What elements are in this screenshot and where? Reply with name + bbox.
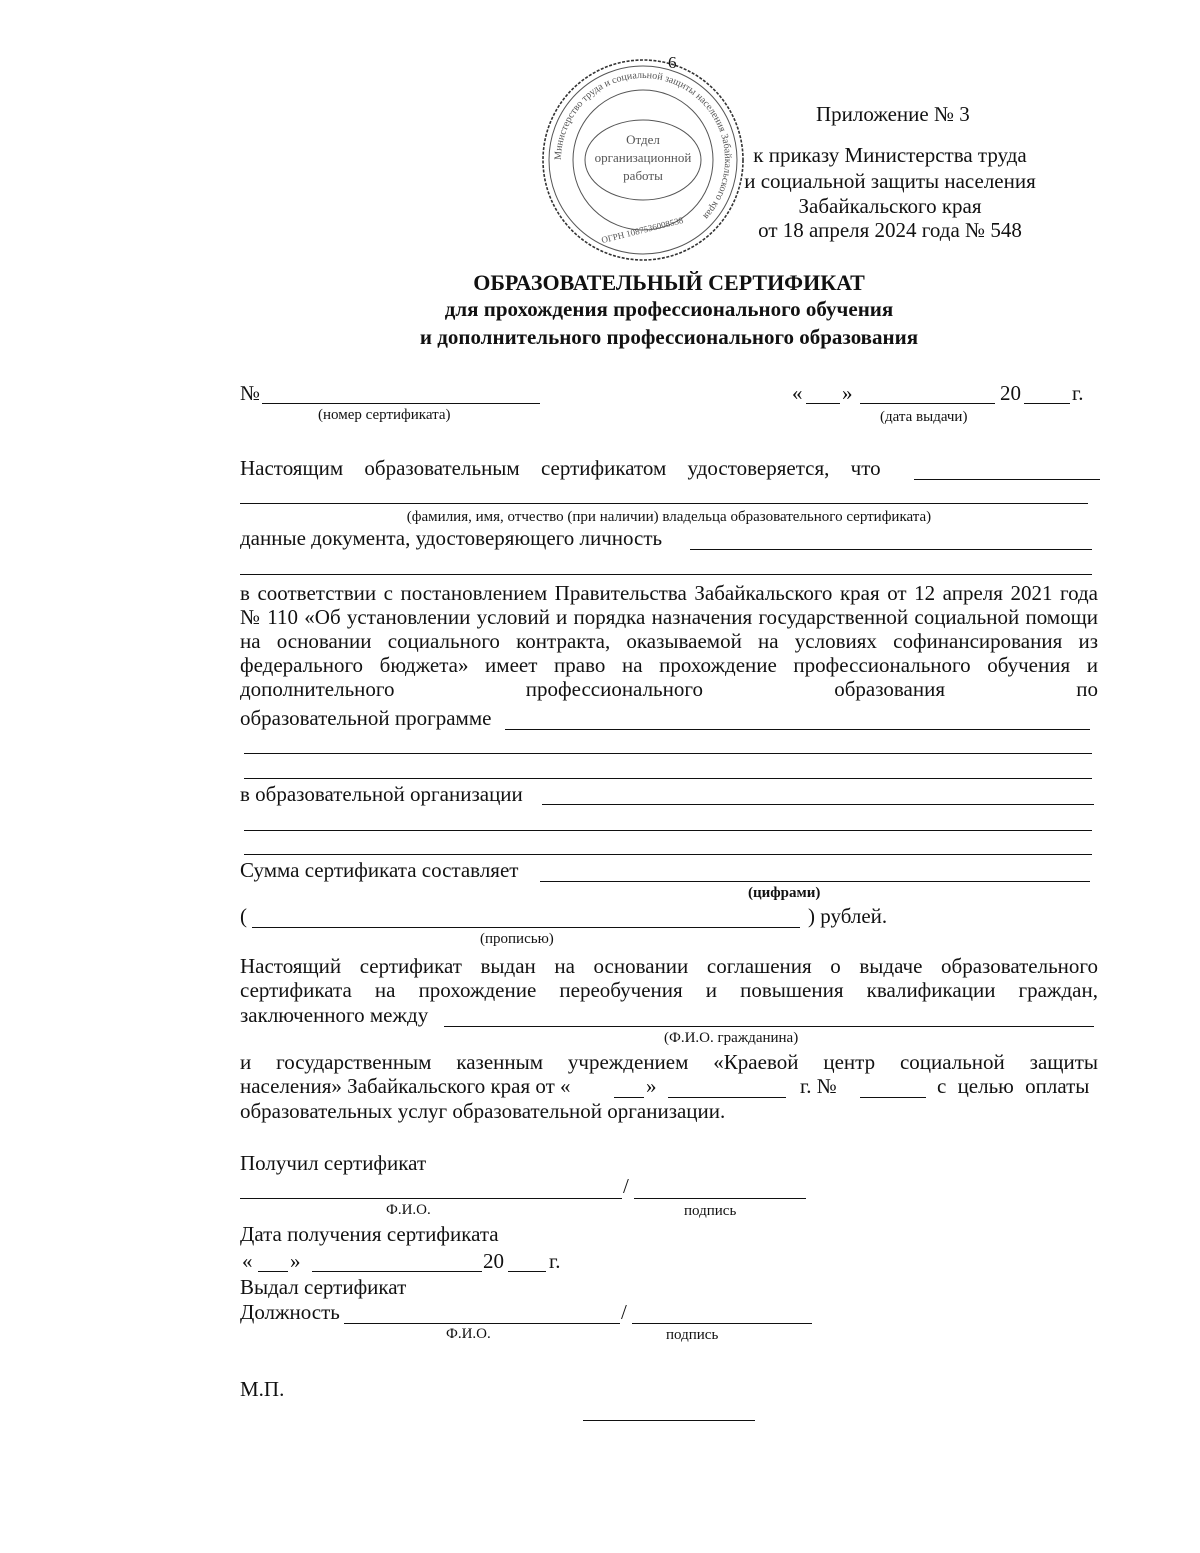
receipt-quote-close: » [290,1249,301,1273]
issue-month-field[interactable] [860,403,995,404]
fio-caption: (фамилия, имя, отчество (при наличии) владельца образовательного сертификата) [406,509,932,525]
appendix-label: Приложение № 3 [816,102,970,126]
receipt-date-label: Дата получения сертификата [240,1222,499,1246]
state-institution-line1: и государственным казенным учреждением «Краевой центр социальной защиты [240,1050,1098,1074]
state-line2-part3: г. № [800,1074,837,1098]
receiver-sign-caption: подпись [684,1203,737,1219]
citizen-name-field[interactable] [444,1026,1094,1027]
receipt-day-field[interactable] [258,1271,288,1272]
document-subtitle-1: для прохождения профессионального обучения [444,297,894,321]
receipt-quote-open: « [242,1249,253,1273]
year-prefix: 20 [1000,381,1021,405]
date-caption: (дата выдачи) [880,409,968,425]
issuer-fio-field[interactable] [344,1323,620,1324]
issuer-fio-caption: Ф.И.О. [446,1326,491,1342]
basis-paragraph: Настоящий сертификат выдан на основании соглашения о выдаче образовательного сертификата на прохождение переобучения и повышения квалификации граждан, [240,954,1098,1002]
agreement-number-field[interactable] [860,1097,926,1098]
seal-place-label: М.П. [240,1377,285,1401]
date-quote-close: » [842,381,853,405]
order-line1: к приказу Министерства труда [753,143,1027,167]
state-line2-part2: » [646,1074,657,1098]
number-caption: (номер сертификата) [318,407,451,423]
position-label: Должность [240,1300,340,1324]
sum-words-field[interactable] [252,927,800,928]
sum-digits-caption: (цифрами) [748,885,821,901]
year-suffix: г. [1072,381,1084,405]
certifies-text: Настоящим образовательным сертификатом удостоверяется, что [240,456,881,480]
organization-label: в образовательной организации [240,782,523,806]
issuer-signature-field[interactable] [632,1323,812,1324]
program-label: образовательной программе [240,706,492,730]
paren-open: ( [240,904,247,928]
sum-label: Сумма сертификата составляет [240,858,519,882]
page-number: 6 [668,53,677,72]
program-field-2[interactable] [244,753,1092,754]
stamp-inner-line1: Отдел [626,132,660,147]
official-stamp [538,55,748,265]
document-title: ОБРАЗОВАТЕЛЬНЫЙ СЕРТИФИКАТ [473,270,865,295]
issue-year-field[interactable] [1024,403,1070,404]
organization-field-2[interactable] [244,830,1092,831]
receipt-year-field[interactable] [508,1271,546,1272]
id-document-field-1[interactable] [690,549,1092,550]
received-label: Получил сертификат [240,1151,427,1175]
issued-label: Выдал сертификат [240,1275,407,1299]
receiver-fio-field[interactable] [240,1198,622,1199]
state-institution-line3: образовательных услуг образовательной организации. [240,1099,726,1123]
main-paragraph: в соответствии с постановлением Правительства Забайкальского края от 12 апреля 2021 года № 110 «Об установлении условий и порядка назначения государственной социальной помощи на основании социального контракта, оказываемой на условиях софинансирования из федерального бюджета» имеет право на прохождение профессионального обучения и дополнительного профессионального образования по [240,581,1098,701]
agreement-month-field[interactable] [668,1097,786,1098]
document-subtitle-2: и дополнительного профессионального образования [419,325,919,349]
date-quote-open: « [792,381,803,405]
stamp-ogrn: ОГРН 1087536008538 [600,215,685,246]
state-line2-part1: населения» Забайкальского края от « [240,1074,571,1098]
number-label: № [240,381,261,405]
holder-name-field-1[interactable] [914,479,1100,480]
issuer-sign-caption: подпись [666,1327,719,1343]
agreement-day-field[interactable] [614,1097,644,1098]
footer-divider [583,1420,755,1421]
state-line2-part4: с целью оплаты [937,1074,1090,1098]
order-line3: Забайкальского края [798,194,982,218]
receipt-year-suffix: г. [549,1249,561,1273]
id-document-field-2[interactable] [240,574,1092,575]
signature-slash-2: / [621,1300,627,1324]
receipt-month-field[interactable] [312,1271,482,1272]
issue-day-field[interactable] [806,403,840,404]
holder-name-field-2[interactable] [240,503,1088,504]
receiver-signature-field[interactable] [634,1198,806,1199]
organization-field-3[interactable] [244,854,1092,855]
order-line4: от 18 апреля 2024 года № 548 [758,218,1022,242]
rubles-suffix: ) рублей. [808,904,888,928]
sum-words-caption: (прописью) [480,931,554,947]
receiver-fio-caption: Ф.И.О. [386,1202,431,1218]
receipt-year-prefix: 20 [483,1249,504,1273]
program-field-1[interactable] [505,729,1090,730]
concluded-between-label: заключенного между [240,1003,429,1027]
certificate-number-field[interactable] [262,403,540,404]
stamp-ring-text: Министерство труда и социальной защиты населения Забайкальского края [552,69,734,222]
stamp-inner-line3: работы [623,168,663,183]
citizen-caption: (Ф.И.О. гражданина) [664,1030,799,1046]
signature-slash-1: / [623,1174,629,1198]
order-line2: и социальной защиты населения [744,169,1036,193]
stamp-inner-line2: организационной [594,150,692,165]
sum-digits-field[interactable] [540,881,1090,882]
organization-field-1[interactable] [542,804,1094,805]
id-document-label: данные документа, удостоверяющего личность [240,526,663,550]
program-field-3[interactable] [244,778,1092,779]
